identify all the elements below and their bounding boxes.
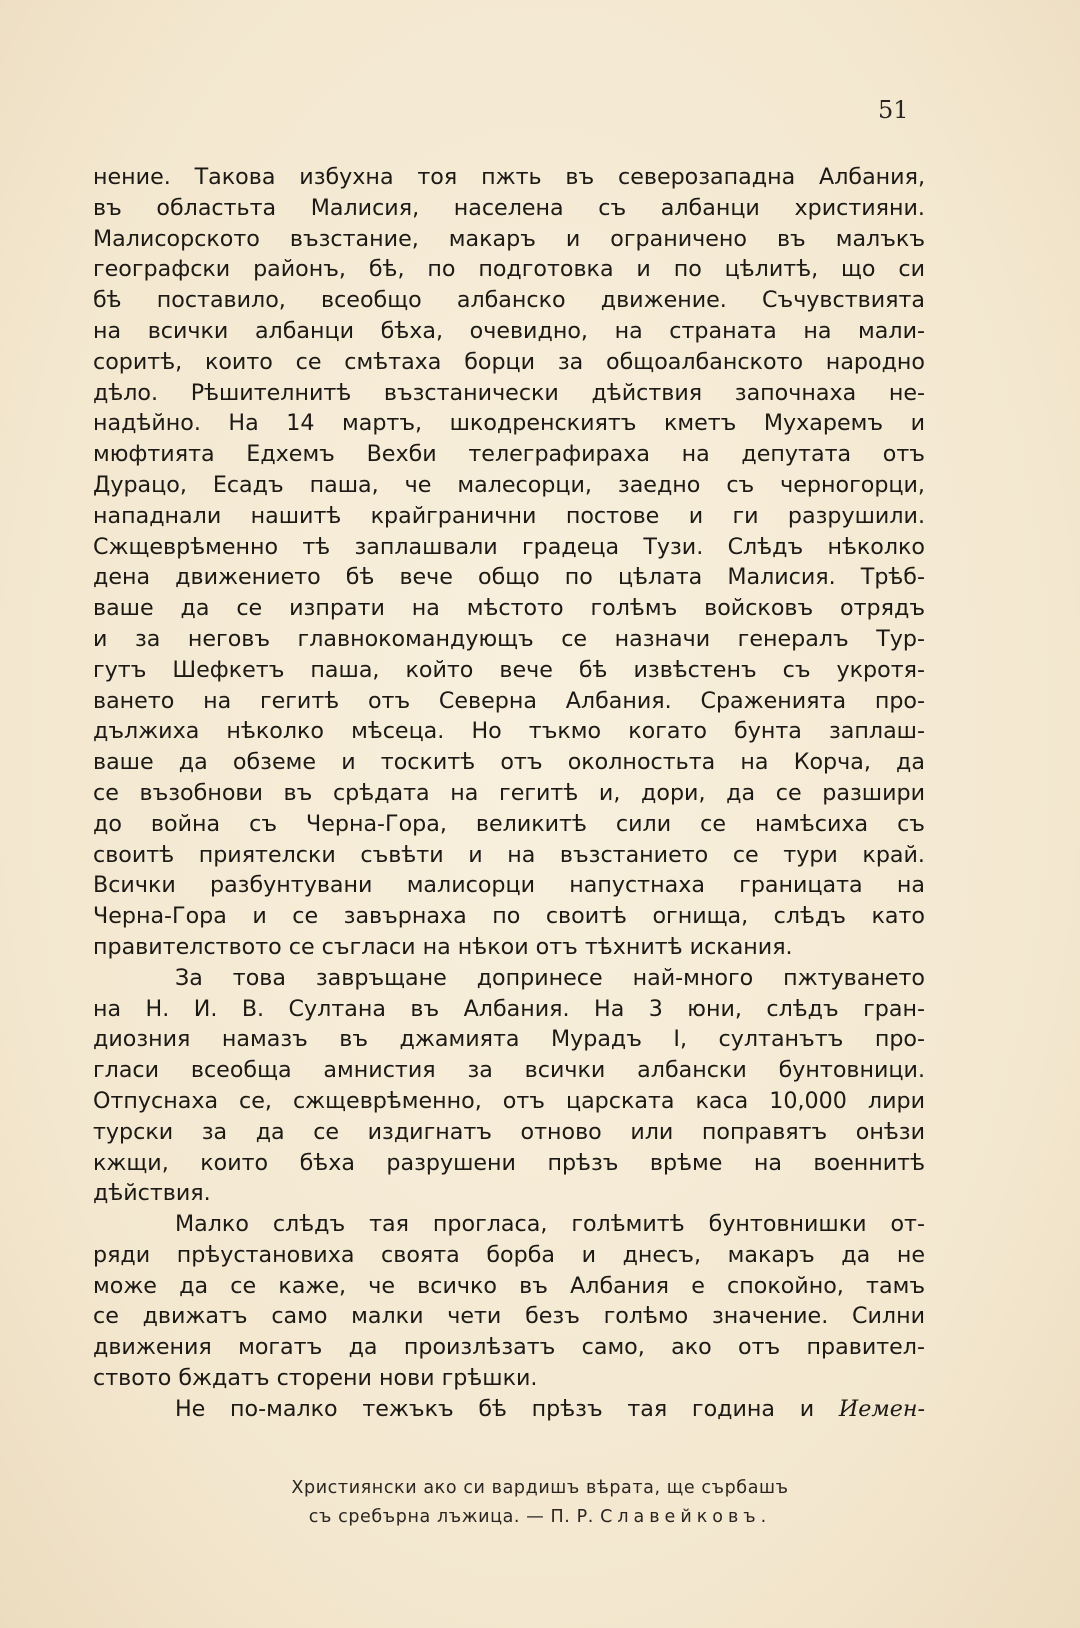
text-line: Отпуснаха се, сжщеврѣменно, отъ царската каса 10,000 лири — [93, 1087, 925, 1114]
footer-quote-text: съ сребърна лъжица. — — [308, 1507, 545, 1527]
paragraph-start-line: Малко слѣдъ тая прогласа, голѣмитѣ бунтовнишки от- — [175, 1211, 925, 1238]
text-line: ряди прѣустановиха своята борба и днесъ, макаръ да не — [93, 1241, 925, 1268]
text-line: дѣйствия. — [93, 1180, 211, 1207]
text-line: Малисорското възстание, макаръ и ограничено въ малъкъ — [93, 225, 925, 252]
paragraph-start-line — [93, 1394, 925, 1425]
text-line: кжщи, които бѣха разрушени прѣзъ врѣме на военнитѣ — [93, 1149, 925, 1176]
text-line: въ областьта Малисия, населена съ албанци християни. — [93, 194, 925, 221]
footer-author-name: Славейковъ. — [600, 1507, 772, 1527]
text-line: ството бждатъ сторени нови грѣшки. — [93, 1365, 538, 1392]
text-line: правителството се съгласи на нѣкои отъ тѣхнитѣ искания. — [93, 933, 793, 960]
text-line: Дурацо, Есадъ паша, че малесорци, заедно съ черногорци, — [93, 471, 925, 498]
text-line: географски районъ, бѣ, по подготовка и по цѣлитѣ, що си — [93, 256, 925, 283]
text-line: ваше да се изпрати на мѣстото голѣмъ войсковъ отрядъ — [93, 595, 925, 622]
text-line: своитѣ приятелски съвѣти и на възстанието се тури край. — [93, 841, 925, 868]
text-line: диозния намазъ въ джамията Мурадъ I, султанътъ про- — [93, 1026, 925, 1053]
text-line: ването на гегитѣ отъ Северна Албания. Сраженията про- — [93, 687, 925, 714]
text-line: движения могатъ да произлѣзатъ само, ако отъ правител- — [93, 1334, 925, 1361]
footer-quote-line-2 — [0, 1503, 1080, 1532]
text-line: на всички албанци бѣха, очевидно, на страната на мали- — [93, 317, 925, 344]
text-line: се движатъ само малки чети безъ голѣмо значение. Силни — [93, 1303, 925, 1330]
text-line: ваше да обземе и тоскитѣ отъ околностьта на Корча, да — [93, 749, 925, 776]
text-line: турски за да се издигнатъ отново или поправятъ онѣзи — [93, 1118, 925, 1145]
text-line: нападнали нашитѣ крайгранични постове и ги разрушили. — [93, 502, 925, 529]
text-line: гласи всеобща амнистия за всички албански бунтовници. — [93, 1057, 925, 1084]
text-line: бѣ поставило, всеобщо албанско движение. Съчувствията — [93, 287, 925, 314]
footer-quote-line-1: Християнски ако си вардишъ вѣрата, ще сърбашъ — [291, 1478, 789, 1498]
text-line-content: Не по-малко тежъкъ бѣ прѣзъ тая година и — [175, 1395, 815, 1422]
text-line: Черна-Гора и се завърнаха по своитѣ огнища, слѣдъ като — [93, 903, 925, 930]
text-line: Сжщеврѣменно тѣ заплашвали градеца Тузи. Слѣдъ нѣколко — [93, 533, 925, 560]
text-line: и за неговъ главнокомандующъ се назначи генералъ Тур- — [93, 625, 925, 652]
paragraph-start-line: За това завръщане допринесе най-много пжтуването — [175, 964, 925, 991]
page-number: 51 — [878, 96, 909, 124]
text-line: на Н. И. В. Султана въ Албания. На 3 юни, слѣдъ гран- — [93, 995, 925, 1022]
italic-word: Иемен- — [838, 1395, 925, 1422]
text-line: дена движението бѣ вече общо по цѣлата Малисия. Трѣб- — [93, 564, 925, 591]
text-line: дължиха нѣколко мѣсеца. Но тъкмо когато бунта заплаш- — [93, 718, 925, 745]
text-line: до война съ Черна-Гора, великитѣ сили се намѣсиха съ — [93, 810, 925, 837]
text-line: дѣло. Рѣшителнитѣ възстанически дѣйствия започнаха не- — [93, 379, 925, 406]
footer-author-initials: П. Р. — [550, 1507, 594, 1527]
text-line: соритѣ, които се смѣтаха борци за общоалбанското народно — [93, 348, 925, 375]
body-text — [93, 162, 925, 1425]
footer-quote — [0, 1474, 1080, 1532]
text-line: се възобнови въ срѣдата на гегитѣ и, дори, да се разшири — [93, 779, 925, 806]
text-line: може да се каже, че всичко въ Албания е спокойно, тамъ — [93, 1272, 925, 1299]
text-line: гутъ Шефкетъ паша, който вече бѣ извѣстенъ съ укротя- — [93, 656, 925, 683]
text-line: Всички разбунтувани малисорци напустнаха границата на — [93, 872, 925, 899]
text-line: надѣйно. На 14 мартъ, шкодренскиятъ кметъ Мухаремъ и — [93, 410, 925, 437]
text-line: мюфтията Едхемъ Вехби телеграфираха на депутата отъ — [93, 441, 925, 468]
text-line: нение. Такова избухна тоя пжть въ северозападна Албания, — [93, 164, 925, 190]
